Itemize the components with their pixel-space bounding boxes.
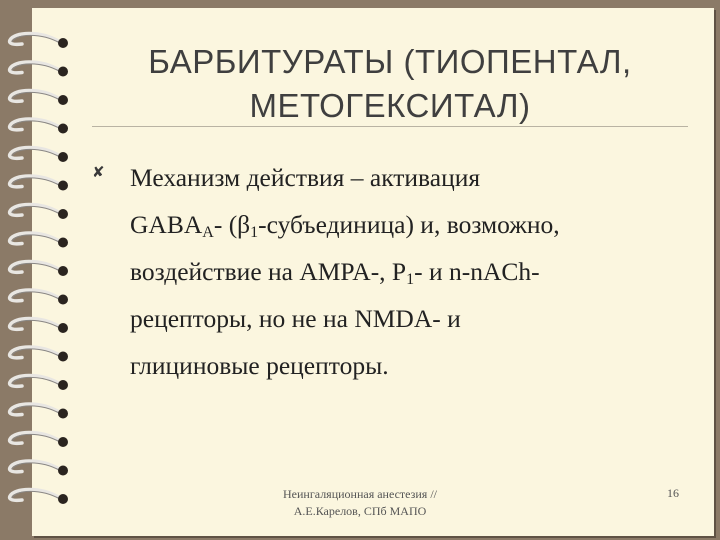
binding-ring-icon [10,290,68,305]
body-line-5: глициновые рецепторы. [130,351,389,380]
binding-ring-icon [10,205,68,220]
body-text [130,154,700,389]
body-line-4: рецепторы, но не на NMDA- и [130,304,461,333]
binding-ring-icon [10,176,68,191]
body-line-2 [130,201,700,248]
binding-ring-icon [10,262,68,277]
title-divider [92,126,688,127]
slide-footer [250,486,470,520]
x-mark-bullet-icon: ✘ [92,163,105,181]
binding-ring-icon [10,433,68,448]
binding-ring-icon [10,404,68,419]
page-number: 16 [667,486,679,500]
footer-line-1: Неингаляционная анестезия // [283,487,437,501]
footer-line-2: А.Е.Карелов, СПб МАПО [293,504,427,518]
body-line-3-part-b: - и n-nACh- [414,257,540,286]
body-line-2-part-c: -субъединица) и, возможно, [258,210,560,239]
title-line-1: БАРБИТУРАТЫ (ТИОПЕНТАЛ, [148,43,632,80]
spiral-binding [0,0,80,540]
binding-ring-icon [10,461,68,476]
body-line-1: Механизм действия – активация [130,163,481,192]
binding-ring-icon [10,233,68,248]
binding-ring-icon [10,34,68,49]
body-line-2-subscript-a: A [202,224,214,241]
binding-ring-icon [10,319,68,334]
slide-title [90,40,690,128]
binding-ring-icon [10,490,68,505]
binding-ring-icon [10,62,68,77]
body-line-3-subscript: 1 [406,271,415,288]
title-line-2: МЕТОГЕКСИТАЛ) [249,87,531,124]
binding-ring-icon [10,148,68,163]
body-line-2-part-a: GABA [130,210,203,239]
binding-ring-icon [10,347,68,362]
body-line-3 [130,248,700,295]
binding-ring-icon [10,376,68,391]
body-line-2-subscript-1: 1 [250,224,259,241]
body-line-2-part-b: - (β [213,210,251,239]
binding-ring-icon [10,91,68,106]
body-line-3-part-a: воздействие на AMPA-, P [130,257,407,286]
binding-ring-icon [10,119,68,134]
